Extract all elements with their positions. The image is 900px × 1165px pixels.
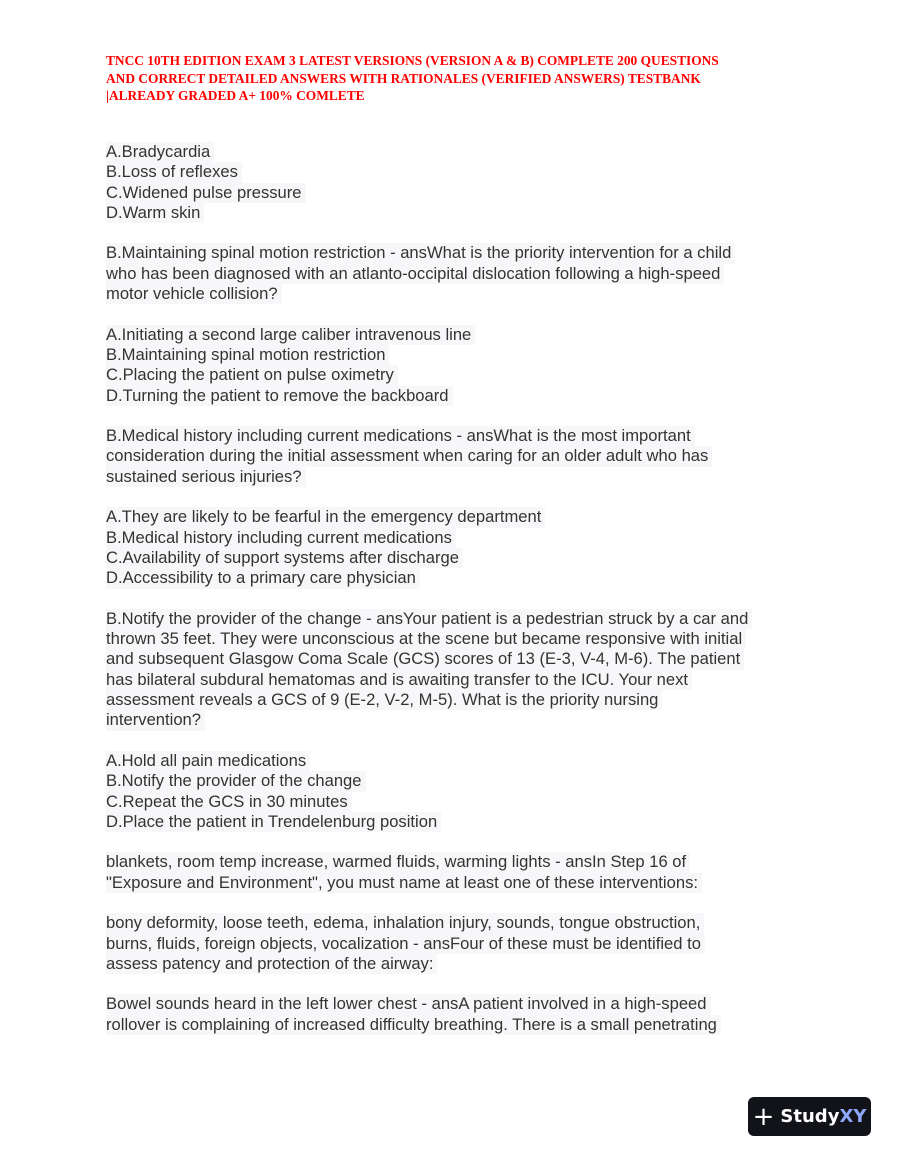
- text-line: A.They are likely to be fearful in the emergency department: [106, 507, 545, 527]
- text-line: B.Notify the provider of the change - ansYour patient is a pedestrian struck by a car and: [106, 609, 752, 629]
- text-line: D.Accessibility to a primary care physician: [106, 568, 420, 588]
- text-line: B.Notify the provider of the change: [106, 771, 366, 791]
- question-item: [106, 609, 806, 731]
- text-line: Bowel sounds heard in the left lower chest - ansA patient involved in a high-speed: [106, 994, 711, 1014]
- text-line: C.Repeat the GCS in 30 minutes: [106, 792, 352, 812]
- text-line: assessment reveals a GCS of 9 (E-2, V-2, M-5). What is the priority nursing: [106, 690, 662, 710]
- text-line: D.Warm skin: [106, 203, 204, 223]
- answer-options: [106, 325, 806, 406]
- text-line: rollover is complaining of increased difficulty breathing. There is a small penetrating: [106, 1015, 721, 1035]
- title-line: TNCC 10TH EDITION EXAM 3 LATEST VERSIONS (VERSION A & B) COMPLETE 200 QUESTIONS: [106, 53, 719, 68]
- logo-wordmark: [780, 1106, 866, 1127]
- text-line: A.Initiating a second large caliber intravenous line: [106, 325, 475, 345]
- text-line: B.Maintaining spinal motion restriction: [106, 345, 389, 365]
- text-line: D.Turning the patient to remove the backboard: [106, 386, 453, 406]
- text-line: B.Loss of reflexes: [106, 162, 242, 182]
- text-line: blankets, room temp increase, warmed fluids, warming lights - ansIn Step 16 of: [106, 852, 690, 872]
- text-line: B.Maintaining spinal motion restriction - ansWhat is the priority intervention for a child: [106, 243, 735, 263]
- answer-options: [106, 507, 806, 588]
- text-line: A.Hold all pain medications: [106, 751, 310, 771]
- answer-options: [106, 751, 806, 832]
- text-line: "Exposure and Environment", you must name at least one of these interventions:: [106, 873, 702, 893]
- plus-icon: +: [752, 1101, 775, 1132]
- document-title: [106, 52, 806, 105]
- text-line: bony deformity, loose teeth, edema, inhalation injury, sounds, tongue obstruction,: [106, 913, 704, 933]
- logo-word-study: Study: [780, 1106, 840, 1127]
- text-line: who has been diagnosed with an atlanto-occipital dislocation following a high-speed: [106, 264, 724, 284]
- studyxy-logo[interactable]: [748, 1097, 871, 1136]
- text-line: has bilateral subdural hematomas and is awaiting transfer to the ICU. Your next: [106, 670, 692, 690]
- text-line: D.Place the patient in Trendelenburg position: [106, 812, 441, 832]
- text-line: thrown 35 feet. They were unconscious at the scene but became responsive with initial: [106, 629, 746, 649]
- answer-options: [106, 142, 806, 223]
- text-line: burns, fluids, foreign objects, vocalization - ansFour of these must be identified to: [106, 934, 705, 954]
- document-body: [106, 142, 806, 1055]
- logo-word-xy: XY: [839, 1106, 867, 1127]
- text-line: and subsequent Glasgow Coma Scale (GCS) scores of 13 (E-3, V-4, M-6). The patient: [106, 649, 744, 669]
- text-line: motor vehicle collision?: [106, 284, 282, 304]
- question-item: [106, 243, 806, 304]
- text-line: consideration during the initial assessment when caring for an older adult who has: [106, 446, 712, 466]
- title-line: |ALREADY GRADED A+ 100% COMLETE: [106, 88, 365, 103]
- text-line: B.Medical history including current medications - ansWhat is the most important: [106, 426, 695, 446]
- question-item: [106, 426, 806, 487]
- text-line: A.Bradycardia: [106, 142, 214, 162]
- question-item: [106, 994, 806, 1035]
- title-line: AND CORRECT DETAILED ANSWERS WITH RATIONALES (VERIFIED ANSWERS) TESTBANK: [106, 70, 701, 86]
- text-line: C.Availability of support systems after discharge: [106, 548, 463, 568]
- text-line: assess patency and protection of the airway:: [106, 954, 437, 974]
- text-line: sustained serious injuries?: [106, 467, 306, 487]
- question-item: [106, 852, 806, 893]
- text-line: B.Medical history including current medications: [106, 528, 456, 548]
- question-item: [106, 913, 806, 974]
- text-line: C.Placing the patient on pulse oximetry: [106, 365, 398, 385]
- text-line: C.Widened pulse pressure: [106, 183, 306, 203]
- text-line: intervention?: [106, 710, 205, 730]
